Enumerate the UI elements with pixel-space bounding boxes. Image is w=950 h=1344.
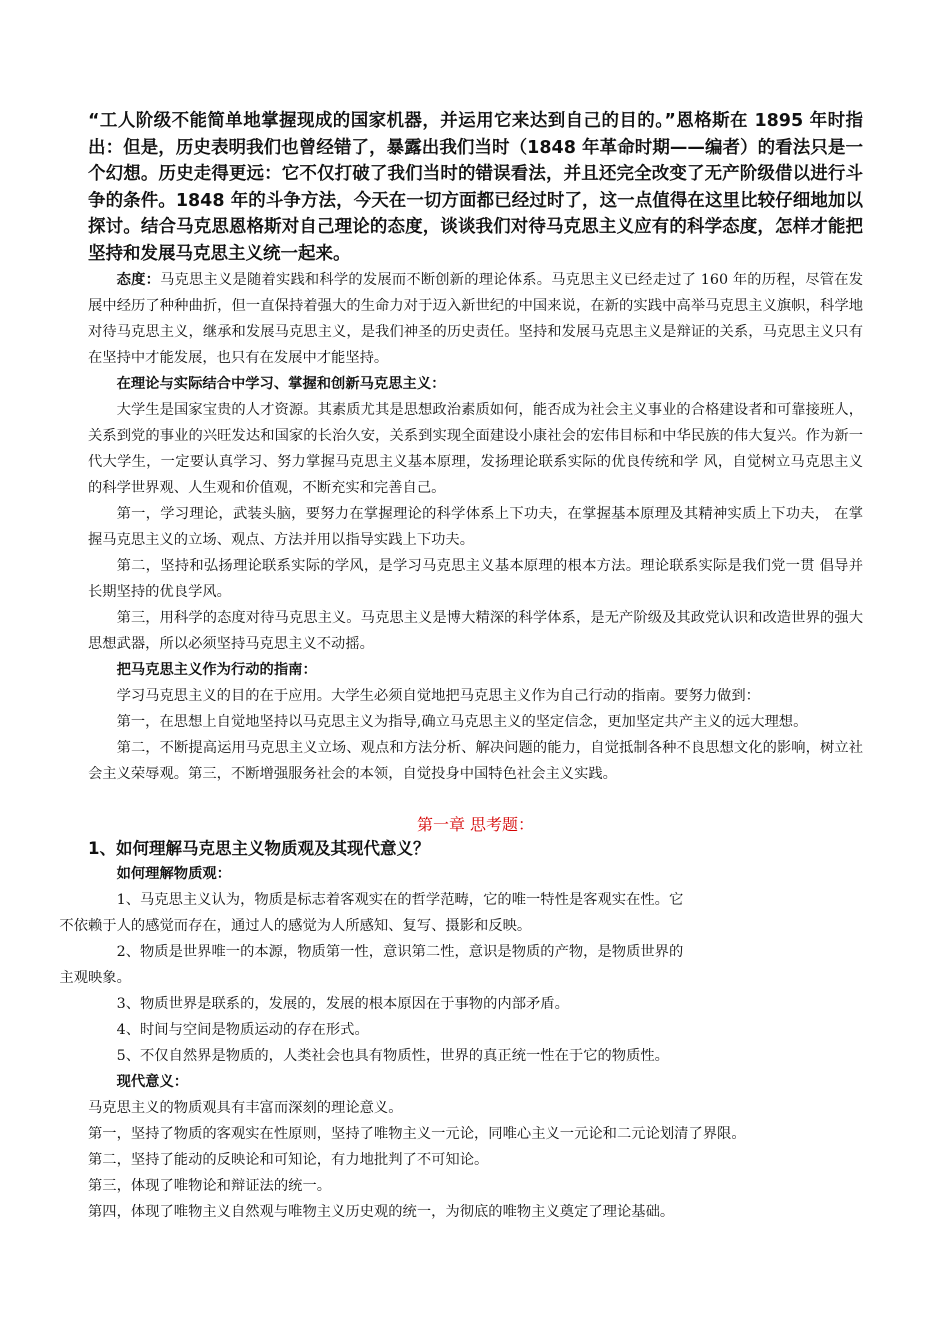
significance-heading: 现代意义：: [116, 1074, 189, 1090]
section2-paragraph: 学习马克思主义的目的在于应用。大学生必须自觉地把马克思主义作为自己行动的指南。要努力做到：: [116, 688, 760, 704]
point-line: 1、马克思主义认为，物质是标志着客观实在的哲学范畴，它的唯一特性是客观实在性。它: [116, 892, 684, 908]
question1-subheading: 如何理解物质观：: [116, 866, 231, 882]
section1-paragraph: 第二，坚持和弘扬理论联系实际的学风，是学习马克思主义基本原理的根本方法。理论联系实际是我们党一贯 倡导并长期坚持的优良学风。: [88, 558, 863, 600]
section2-heading: 把马克思主义作为行动的指南：: [116, 662, 317, 678]
section1-paragraph: 大学生是国家宝贵的人才资源。其素质尤其是思想政治素质如何，能否成为社会主义事业的合格建设者和可靠接班人，关系到党的事业的兴旺发达和国家的长治久安，关系到实现全面建设小康社会的宏伟目标和中华民族的伟大复兴。作为新一代大学生，一定要认真学习、努力掌握马克思主义基本原理，发扬理论联系实际的优良传统和学 风，自觉树立马克思主义的科学世界观、人生观和价值观，不断充实和完善自己。: [88, 402, 863, 496]
point-line: 2、物质是世界唯一的本源，物质第一性，意识第二性，意识是物质的产物，是物质世界的: [116, 944, 684, 960]
attitude-text: 马克思主义是随着实践和科学的发展而不断创新的理论体系。马克思主义已经走过了 160 年的历程，尽管在发展中经历了种种曲折，但一直保持着强大的生命力对于迈入新世纪的中国来说，在新的实践中高举马克思主义旗帜，科学地对待马克思主义，继承和发展马克思主义，是我们神圣的历史责任。坚持和发展马克思主义是辩证的关系，马克思主义只有在坚持中才能发展，也只有在发展中才能坚持。: [88, 272, 864, 366]
point-line: 主观映象。: [59, 970, 131, 986]
material-point: 5、不仅自然界是物质的，人类社会也具有物质性，世界的真正统一性在于它的物质性。: [116, 1048, 669, 1064]
section2-paragraph: 第一，在思想上自觉地坚持以马克思主义为指导,确立马克思主义的坚定信念，更加坚定共产主义的远大理想。: [116, 714, 808, 730]
intro-question: “工人阶级不能简单地掌握现成的国家机器，并运用它来达到自己的目的。”恩格斯在 1895 年时指出：但是，历史表明我们也曾经错了，暴露出我们当时（1848 年革命时期——编者）的看法只是一个幻想。历史走得更远：它不仅打破了我们当时的错误看法，并且还完全改变了无产阶级借以进行斗争的条件。1848 年的斗争方法，今天在一切方面都已经过时了，这一点值得在这里比较仔细地加以探讨。结合马克思恩格斯对自己理论的态度，谈谈我们对待马克思主义应有的科学态度，怎样才能把坚持和发展马克思主义统一起来。: [88, 111, 863, 264]
material-point: 4、时间与空间是物质运动的存在形式。: [116, 1022, 369, 1038]
material-point: [59, 939, 863, 991]
section1-heading: 在理论与实际结合中学习、掌握和创新马克思主义：: [116, 376, 446, 392]
significance-item: 第二，坚持了能动的反映论和可知论，有力地批判了不可知论。: [88, 1152, 489, 1168]
significance-item: 第一，坚持了物质的客观实在性原则，坚持了唯物主义一元论，同唯心主义一元论和二元论划清了界限。: [88, 1126, 746, 1142]
material-point: 3、物质世界是联系的，发展的，发展的根本原因在于事物的内部矛盾。: [116, 996, 569, 1012]
significance-item: 马克思主义的物质观具有丰富而深刻的理论意义。: [88, 1100, 403, 1116]
document-page: [59, 108, 864, 1225]
chapter-title: 第一章 思考题：: [416, 815, 535, 834]
attitude-paragraph: [88, 267, 863, 371]
point-line: 不依赖于人的感觉而存在，通过人的感觉为人所感知、复写、摄影和反映。: [59, 918, 532, 934]
significance-item: 第三，体现了唯物论和辩证法的统一。: [88, 1178, 332, 1194]
material-point: [59, 887, 863, 939]
question1-title: 1、如何理解马克思主义物质观及其现代意义？: [88, 839, 430, 858]
attitude-label: 态度：: [116, 272, 161, 288]
section2-paragraph: 第二，不断提高运用马克思主义立场、观点和方法分析、解决问题的能力，自觉抵制各种不良思想文化的影响，树立社会主义荣辱观。第三，不断增强服务社会的本领，自觉投身中国特色社会主义实践。: [88, 740, 863, 782]
section1-paragraph: 第一，学习理论，武装头脑，要努力在掌握理论的科学体系上下功夫，在掌握基本原理及其精神实质上下功夫， 在掌握马克思主义的立场、观点、方法并用以指导实践上下功夫。: [88, 506, 863, 548]
section1-paragraph: 第三，用科学的态度对待马克思主义。马克思主义是博大精深的科学体系，是无产阶级及其政党认识和改造世界的强大思想武器，所以必须坚持马克思主义不动摇。: [88, 610, 863, 652]
significance-item: 第四，体现了唯物主义自然观与唯物主义历史观的统一，为彻底的唯物主义奠定了理论基础。: [88, 1204, 675, 1220]
